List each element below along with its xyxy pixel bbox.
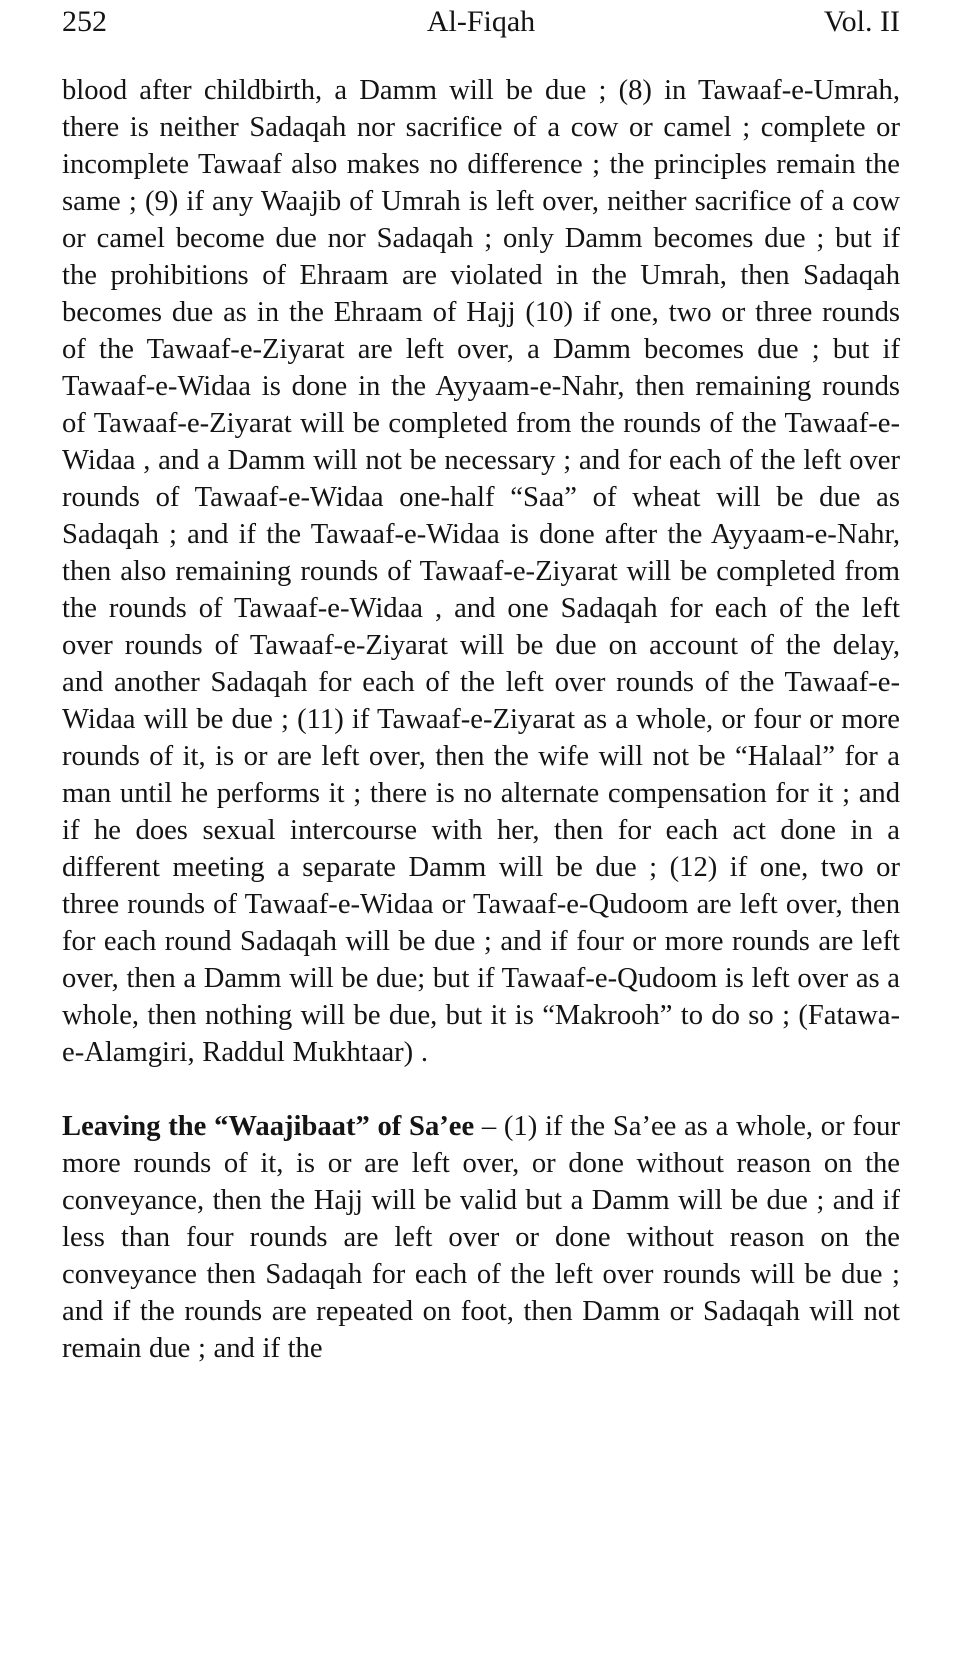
volume-label: Vol. II [823,5,900,38]
page-number: 252 [62,5,107,38]
book-title: Al-Fiqah [426,5,536,38]
book-page [62,0,900,1680]
paragraph-continued: blood after childbirth, a Damm will be due ; (8) in Tawaaf-e-Umrah, there is neither Sadaqah nor sacrifice of a cow or camel ; complete or incomplete Tawaaf also makes no difference ; the principles remain the same ; (9) if any Waajib of Umrah is left over, neither sacrifice of a cow or camel become due nor Sadaqah ; only Damm becomes due ; but if the prohibitions of Ehraam are violated in the Umrah, then Sadaqah becomes due as in the Ehraam of Hajj (10) if one, two or three rounds of the Tawaaf-e-Ziyarat are left over, a Damm becomes due ; but if Tawaaf-e-Widaa is done in the Ayyaam-e-Nahr, then remaining rounds of Tawaaf-e-Ziyarat will be completed from the rounds of the Tawaaf-e-Widaa , and a Damm will not be necessary ; and for each of the left over rounds of Tawaaf-e-Widaa one-half “Saa” of wheat will be due as Sadaqah ; and if the Tawaaf-e-Widaa is done after the Ayyaam-e-Nahr, then also remaining rounds of Tawaaf-e-Ziyarat will be completed from the rounds of Tawaaf-e-Widaa , and one Sadaqah for each of the left over rounds of Tawaaf-e-Ziyarat will be due on account of the delay, and another Sadaqah for each of the left over rounds of the Tawaaf-e-Widaa will be due ; (11) if Tawaaf-e-Ziyarat as a whole, or four or more rounds of it, is or are left over, then the wife will not be “Halaal” for a man until he performs it ; there is no alternate compensation for it ; and if he does sexual intercourse with her, then for each act done in a different meeting a separate Damm will be due ; (12) if one, two or three rounds of Tawaaf-e-Widaa or Tawaaf-e-Qudoom are left over, then for each round Sadaqah will be due ; and if four or more rounds are left over, then a Damm will be due; but if Tawaaf-e-Qudoom is left over as a whole, then nothing will be due, but it is “Makrooh” to do so ; (Fatawa-e-Alamgiri, Raddul Mukhtaar) . [62,75,900,1068]
running-header [62,2,900,42]
body-text [62,72,900,1367]
section-heading-saee: Leaving the “Waajibaat” of Sa’ee [62,1111,475,1142]
paragraph-saee-text: – (1) if the Sa’ee as a whole, or four more rounds of it, is or are left over, or done without reason on the conveyance, then the Hajj will be valid but a Damm will be due ; and if less than four rounds are left over or done without reason on the conveyance then Sadaqah for each of the left over rounds will be due ; and if the rounds are repeated on foot, then Damm or Sadaqah will not remain due ; and if the [62,1111,900,1364]
paragraph-saee [62,1108,900,1367]
